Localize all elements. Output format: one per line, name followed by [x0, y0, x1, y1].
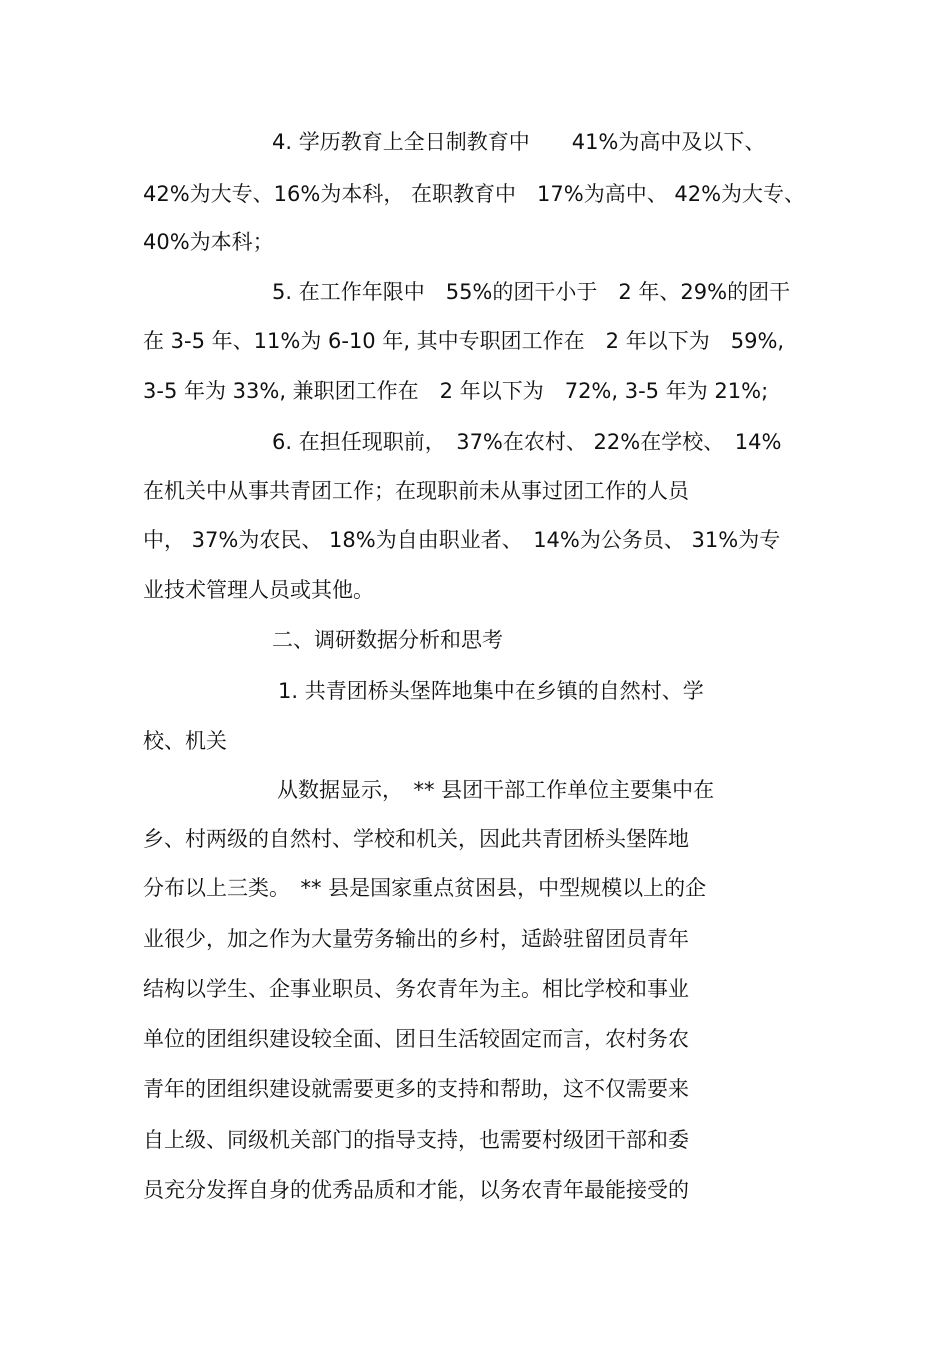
paragraph-line: 中， 37%为农民、 18%为自由职业者、 14%为公务员、 31%为专: [143, 528, 781, 552]
paragraph-line: 业很少，加之作为大量劳务输出的乡村，适龄驻留团员青年: [143, 927, 689, 951]
paragraph-line: 业技术管理人员或其他。: [143, 578, 374, 602]
subsection-heading: 校、机关: [143, 729, 227, 753]
paragraph-line: 自上级、同级机关部门的指导支持，也需要村级团干部和委: [143, 1128, 689, 1152]
paragraph-line: 42%为大专、16%为本科， 在职教育中 17%为高中、 42%为大专、: [143, 182, 806, 206]
paragraph-line: 结构以学生、企事业职员、务农青年为主。相比学校和事业: [143, 977, 689, 1001]
paragraph-line: 青年的团组织建设就需要更多的支持和帮助，这不仅需要来: [143, 1077, 689, 1101]
paragraph-line: 从数据显示， ** 县团干部工作单位主要集中在: [277, 778, 715, 802]
paragraph-line: 5. 在工作年限中 55%的团干小于 2 年、29%的团干: [272, 280, 791, 304]
paragraph-line: 3-5 年为 33%, 兼职团工作在 2 年以下为 72%, 3-5 年为 21%;: [143, 379, 769, 403]
paragraph-line: 6. 在担任现职前， 37%在农村、 22%在学校、 14%: [272, 430, 782, 454]
paragraph-line: 4. 学历教育上全日制教育中 41%为高中及以下、: [272, 130, 766, 154]
paragraph-line: 员充分发挥自身的优秀品质和才能，以务农青年最能接受的: [143, 1178, 689, 1202]
paragraph-line: 40%为本科；: [143, 230, 274, 254]
paragraph-line: 在 3-5 年、11%为 6-10 年, 其中专职团工作在 2 年以下为 59%,: [143, 329, 785, 353]
paragraph-line: 在机关中从事共青团工作；在现职前未从事过团工作的人员: [143, 479, 689, 503]
paragraph-line: 分布以上三类。 ** 县是国家重点贫困县，中型规模以上的企: [143, 876, 707, 900]
paragraph-line: 乡、村两级的自然村、学校和机关，因此共青团桥头堡阵地: [143, 827, 689, 851]
subsection-heading: 1. 共青团桥头堡阵地集中在乡镇的自然村、学: [278, 679, 704, 703]
section-heading: 二、调研数据分析和思考: [272, 628, 503, 652]
paragraph-line: 单位的团组织建设较全面、团日生活较固定而言，农村务农: [143, 1027, 689, 1051]
